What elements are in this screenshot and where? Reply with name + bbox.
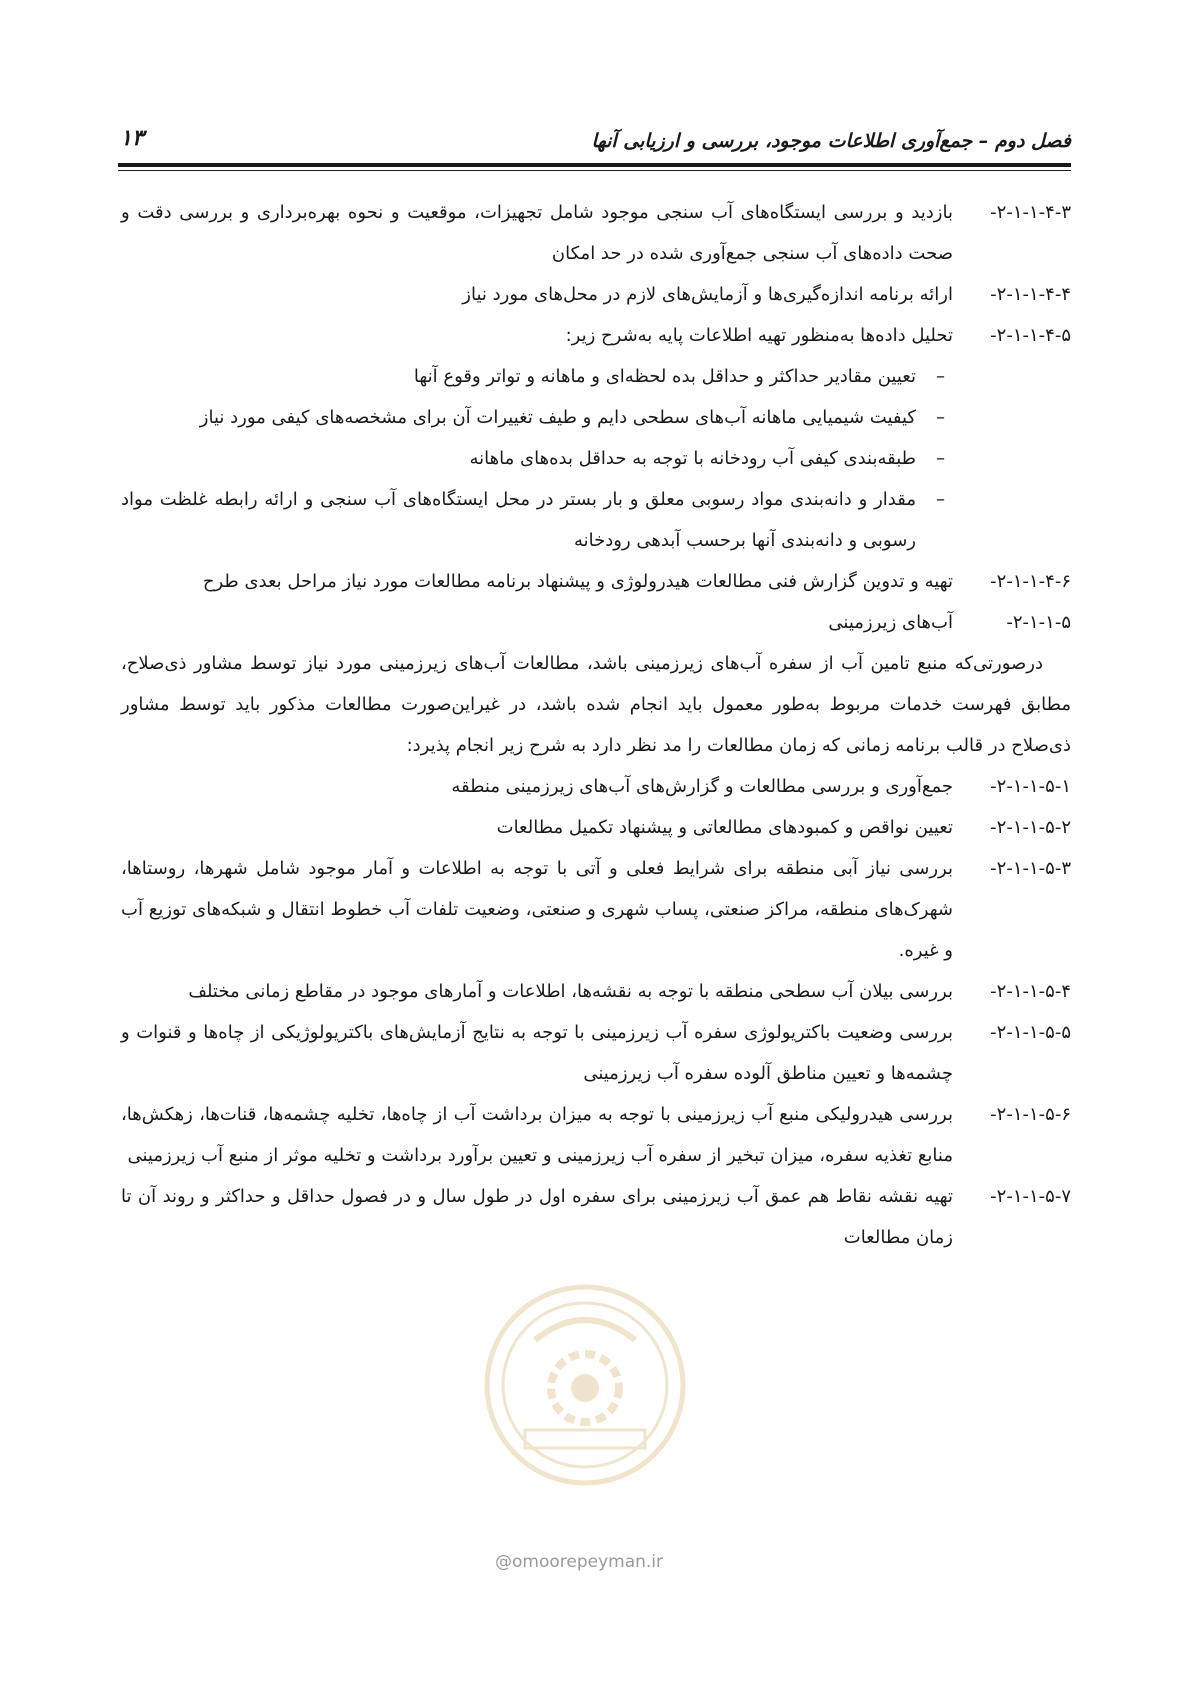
bullet-text: طبقه‌بندی کیفی آب رودخانه با توجه به حداقل بده‌های ماهانه	[469, 448, 916, 469]
item-text: ارائه برنامه اندازه‌گیری‌ها و آزمایش‌های لازم در محل‌های مورد نیاز	[462, 284, 953, 305]
list-item	[121, 1094, 1071, 1176]
item-text: تهیه نقشه نقاط هم عمق آب زیرزمینی برای سفره اول در طول سال و در فصول حداقل و حداکثر و روند آن تا زمان مطالعات	[121, 1186, 953, 1248]
item-text: بررسی وضعیت باکتریولوژی سفره آب زیرزمینی با توجه به نتایج آزمایش‌های باکتریولوژیکی از چاه‌ها و قنوات و چشمه‌ها و تعیین مناطق آلوده سفره آب زیرزمینی	[121, 1022, 953, 1084]
bullet-dash: –	[936, 448, 945, 469]
item-text: جمع‌آوری و بررسی مطالعات و گزارش‌های آب‌های زیرزمینی منطقه	[451, 776, 953, 797]
section-number: ۲-۱-۱-۵-	[1006, 612, 1071, 633]
watermark-text: @omoorepeyman.ir	[495, 1552, 664, 1572]
bullet-item	[121, 438, 1071, 479]
bullet-dash: –	[936, 489, 945, 510]
bullet-item	[121, 397, 1071, 438]
header-rule-thick	[118, 163, 1071, 167]
header-rule-thin	[118, 170, 1071, 171]
bullet-dash: –	[936, 366, 945, 387]
item-number: ۲-۱-۱-۵-۷-	[990, 1186, 1071, 1207]
item-text: بررسی نیاز آبی منطقه برای شرایط فعلی و آتی با توجه به اطلاعات و آمار موجود شامل شهرها، روستاها، شهرک‌های منطقه، مراکز صنعتی، پساب شهری و صنعتی، وضعیت تلفات آب خطوط انتقال و شبکه‌های توزیع آب و غیره.	[121, 858, 953, 961]
section-heading	[121, 602, 1071, 643]
bullet-text: تعیین مقادیر حداکثر و حداقل بده لحظه‌ای و ماهانه و تواتر وقوع آنها	[413, 366, 916, 387]
list-item	[121, 1012, 1071, 1094]
item-text: بررسی بیلان آب سطحی منطقه با توجه به نقشه‌ها، اطلاعات و آمارهای موجود در مقاطع زمانی مختلف	[188, 981, 953, 1002]
list-item	[121, 561, 1071, 602]
bullet-item	[121, 356, 1071, 397]
item-number: ۲-۱-۱-۵-۶-	[990, 1104, 1071, 1125]
bullet-text: کیفیت شیمیایی ماهانه آب‌های سطحی دایم و طیف تغییرات آن برای مشخصه‌های کیفی مورد نیاز	[199, 407, 916, 428]
item-text: بازدید و بررسی ایستگاه‌های آب سنجی موجود شامل تجهیزات، موقعیت و نحوه بهره‌برداری و بررسی دقت و صحت داده‌های آب سنجی جمع‌آوری شده در حد امکان	[121, 202, 953, 264]
item-number: ۲-۱-۱-۴-۳-	[990, 202, 1071, 223]
item-number: ۲-۱-۱-۴-۶-	[990, 571, 1071, 592]
page-number: ۱۳	[120, 126, 144, 151]
list-item	[121, 766, 1071, 807]
item-text: بررسی هیدرولیکی منبع آب زیرزمینی با توجه به میزان برداشت آب از چاه‌ها، تخلیه چشمه‌ها، قنات‌ها، زهکش‌ها، منابع تغذیه سفره، میزان تبخیر از سفره آب زیرزمینی و تعیین برآورد برداشت و تخلیه موثر از منبع آب زیرزمینی	[121, 1104, 953, 1166]
list-item	[121, 315, 1071, 356]
bullet-dash: –	[936, 407, 945, 428]
list-item	[121, 274, 1071, 315]
bullet-item	[121, 479, 1071, 561]
section-title: آب‌های زیرزمینی	[828, 612, 953, 633]
item-number: ۲-۱-۱-۵-۴-	[990, 981, 1071, 1002]
list-item	[121, 848, 1071, 971]
item-number: ۲-۱-۱-۵-۲-	[990, 817, 1071, 838]
list-item	[121, 807, 1071, 848]
item-text: تحلیل داده‌ها به‌منظور تهیه اطلاعات پایه به‌شرح زیر:	[565, 325, 953, 346]
item-number: ۲-۱-۱-۴-۵-	[990, 325, 1071, 346]
item-text: تعیین نواقص و کمبودهای مطالعاتی و پیشنهاد تکمیل مطالعات	[496, 817, 953, 838]
chapter-title: فصل دوم – جمع‌آوری اطلاعات موجود، بررسی و ارزیابی آنها	[591, 130, 1071, 152]
watermark-seal-icon	[480, 1280, 690, 1490]
list-item	[121, 192, 1071, 274]
item-number: ۲-۱-۱-۵-۵-	[990, 1022, 1071, 1043]
list-item	[121, 1176, 1071, 1258]
item-number: ۲-۱-۱-۴-۴-	[990, 284, 1071, 305]
list-item	[121, 971, 1071, 1012]
body-content	[121, 192, 1071, 1258]
bullet-text: مقدار و دانه‌بندی مواد رسوبی معلق و بار بستر در محل ایستگاه‌های آب سنجی و ارائه رابطه غلظت مواد رسوبی و دانه‌بندی آنها برحسب آبدهی رودخانه	[121, 489, 916, 551]
item-text: تهیه و تدوین گزارش فنی مطالعات هیدرولوژی و پیشنهاد برنامه مطالعات مورد نیاز مراحل بعدی طرح	[202, 571, 953, 592]
item-number: ۲-۱-۱-۵-۱-	[990, 776, 1071, 797]
body-paragraph: درصورتی‌که منبع تامین آب از سفره آب‌های زیرزمینی باشد، مطالعات آب‌های زیرزمینی مورد نیاز توسط مشاور ذی‌صلاح، مطابق فهرست خدمات مربوط به‌طور معمول باید انجام شده باشد، در غیراین‌صورت مطالعات مذکور باید توسط مشاور ذی‌صلاح در قالب برنامه زمانی که زمان مطالعات را مد نظر دارد به شرح زیر انجام پذیرد:	[121, 653, 1071, 756]
item-number: ۲-۱-۱-۵-۳-	[990, 858, 1071, 879]
